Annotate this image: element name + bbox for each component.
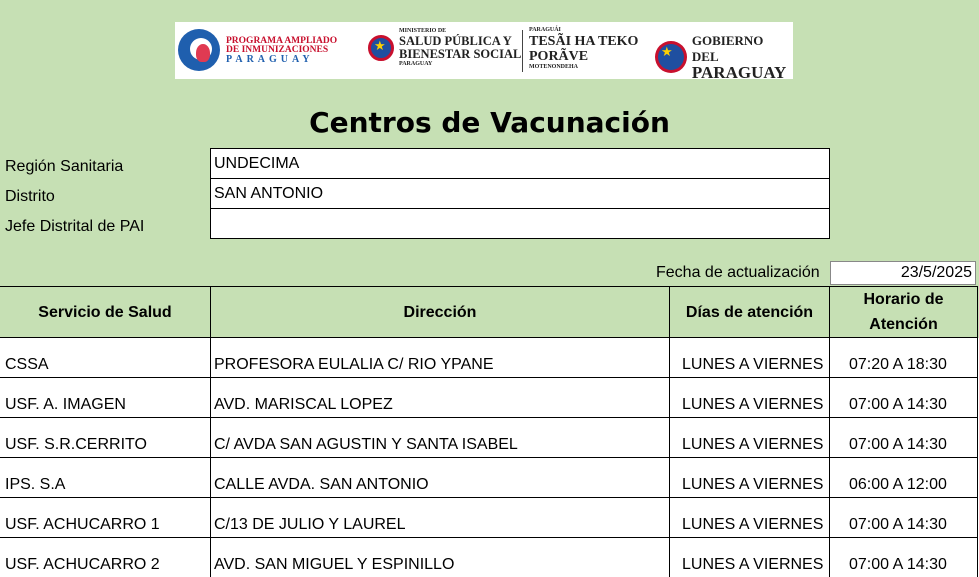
gobierno-logo bbox=[655, 33, 793, 81]
pai-line1: PROGRAMA AMPLIADO bbox=[226, 35, 338, 46]
row3-dias: LUNES A VIERNES bbox=[682, 436, 824, 453]
mspbs-bottom: PARAGUAY bbox=[399, 61, 433, 67]
row5-servicio: USF. ACHUCARRO 1 bbox=[5, 516, 160, 533]
row1-horario: 07:20 A 18:30 bbox=[849, 356, 947, 373]
row3-servicio: USF. S.R.CERRITO bbox=[5, 436, 147, 453]
row4-horario: 06:00 A 12:00 bbox=[849, 476, 947, 493]
logo-banner bbox=[175, 22, 793, 82]
gobierno-seal-icon bbox=[655, 41, 687, 73]
logo-divider bbox=[522, 30, 523, 72]
table-border bbox=[0, 497, 978, 498]
table-border bbox=[0, 337, 978, 338]
gob-line1: GOBIERNO DEL bbox=[691, 33, 764, 64]
row6-dias: LUNES A VIERNES bbox=[682, 556, 824, 573]
jefe-field[interactable] bbox=[211, 209, 829, 238]
pai-line2: DE INMUNIZACIONES bbox=[226, 44, 329, 55]
row1-direccion: PROFESORA EULALIA C/ RIO YPANE bbox=[214, 356, 494, 373]
row4-dias: LUNES A VIERNES bbox=[682, 476, 824, 493]
row5-horario: 07:00 A 14:30 bbox=[849, 516, 947, 533]
table-border bbox=[210, 286, 211, 577]
field-border bbox=[210, 148, 211, 239]
tesai-line1: TESÃI HA TEKO bbox=[529, 34, 639, 49]
tesai-line2: PORÃVE bbox=[529, 49, 589, 64]
row2-horario: 07:00 A 14:30 bbox=[849, 396, 947, 413]
distrito-label: Distrito bbox=[5, 188, 55, 205]
table-border bbox=[0, 537, 978, 538]
tesai-bottom: MOTENONDEHA bbox=[529, 64, 579, 70]
pai-line3: PARAGUAY bbox=[226, 53, 314, 65]
fecha-value[interactable]: 23/5/2025 bbox=[830, 261, 976, 285]
header-servicio: Servicio de Salud bbox=[38, 303, 172, 321]
row2-direccion: AVD. MARISCAL LOPEZ bbox=[214, 396, 393, 413]
mspbs-top: MINISTERIO DE bbox=[399, 28, 447, 34]
table-border bbox=[0, 457, 978, 458]
header-dias: Días de atención bbox=[685, 303, 814, 321]
pai-logo bbox=[178, 29, 337, 71]
table-border bbox=[0, 286, 978, 287]
row6-servicio: USF. ACHUCARRO 2 bbox=[5, 556, 160, 573]
region-label: Región Sanitaria bbox=[5, 158, 124, 175]
national-seal-icon bbox=[368, 35, 394, 61]
header-horario: Horario de Atención bbox=[863, 291, 944, 333]
row3-horario: 07:00 A 14:30 bbox=[849, 436, 947, 453]
row4-servicio: IPS. S.A bbox=[5, 476, 66, 493]
row2-servicio: USF. A. IMAGEN bbox=[5, 396, 126, 413]
row1-dias: LUNES A VIERNES bbox=[682, 356, 824, 373]
region-field[interactable]: UNDECIMA bbox=[211, 149, 829, 178]
row4-direccion: CALLE AVDA. SAN ANTONIO bbox=[214, 476, 429, 493]
row2-dias: LUNES A VIERNES bbox=[682, 396, 824, 413]
row5-direccion: C/13 DE JULIO Y LAUREL bbox=[214, 516, 406, 533]
page-title: Centros de Vacunación bbox=[309, 106, 670, 139]
jefe-label: Jefe Distrital de PAI bbox=[5, 218, 145, 235]
field-border bbox=[210, 208, 830, 209]
row3-direccion: C/ AVDA SAN AGUSTIN Y SANTA ISABEL bbox=[214, 436, 518, 453]
gob-line2: PARAGUAY bbox=[691, 63, 787, 82]
mspbs-line2: BIENESTAR SOCIAL bbox=[399, 47, 522, 61]
header-direccion: Dirección bbox=[403, 303, 477, 321]
row6-horario: 07:00 A 14:30 bbox=[849, 556, 947, 573]
field-border bbox=[210, 178, 830, 179]
table-border bbox=[0, 417, 978, 418]
distrito-field[interactable]: SAN ANTONIO bbox=[211, 179, 829, 208]
row1-servicio: CSSA bbox=[5, 356, 49, 373]
field-border bbox=[210, 238, 830, 239]
fecha-label: Fecha de actualización bbox=[656, 264, 820, 281]
field-border bbox=[210, 148, 830, 149]
field-border bbox=[829, 148, 830, 239]
row6-direccion: AVD. SAN MIGUEL Y ESPINILLO bbox=[214, 556, 455, 573]
tesai-logo bbox=[529, 27, 638, 71]
table-border bbox=[829, 286, 830, 577]
mspbs-line1: SALUD PÚBLICA Y bbox=[399, 34, 512, 48]
tesai-top: PARAGUÁI bbox=[529, 27, 561, 33]
row5-dias: LUNES A VIERNES bbox=[682, 516, 824, 533]
table-border bbox=[0, 377, 978, 378]
pai-emblem-icon bbox=[178, 29, 220, 71]
table-border bbox=[977, 286, 978, 577]
table-border bbox=[669, 286, 670, 577]
mspbs-logo bbox=[368, 28, 521, 68]
